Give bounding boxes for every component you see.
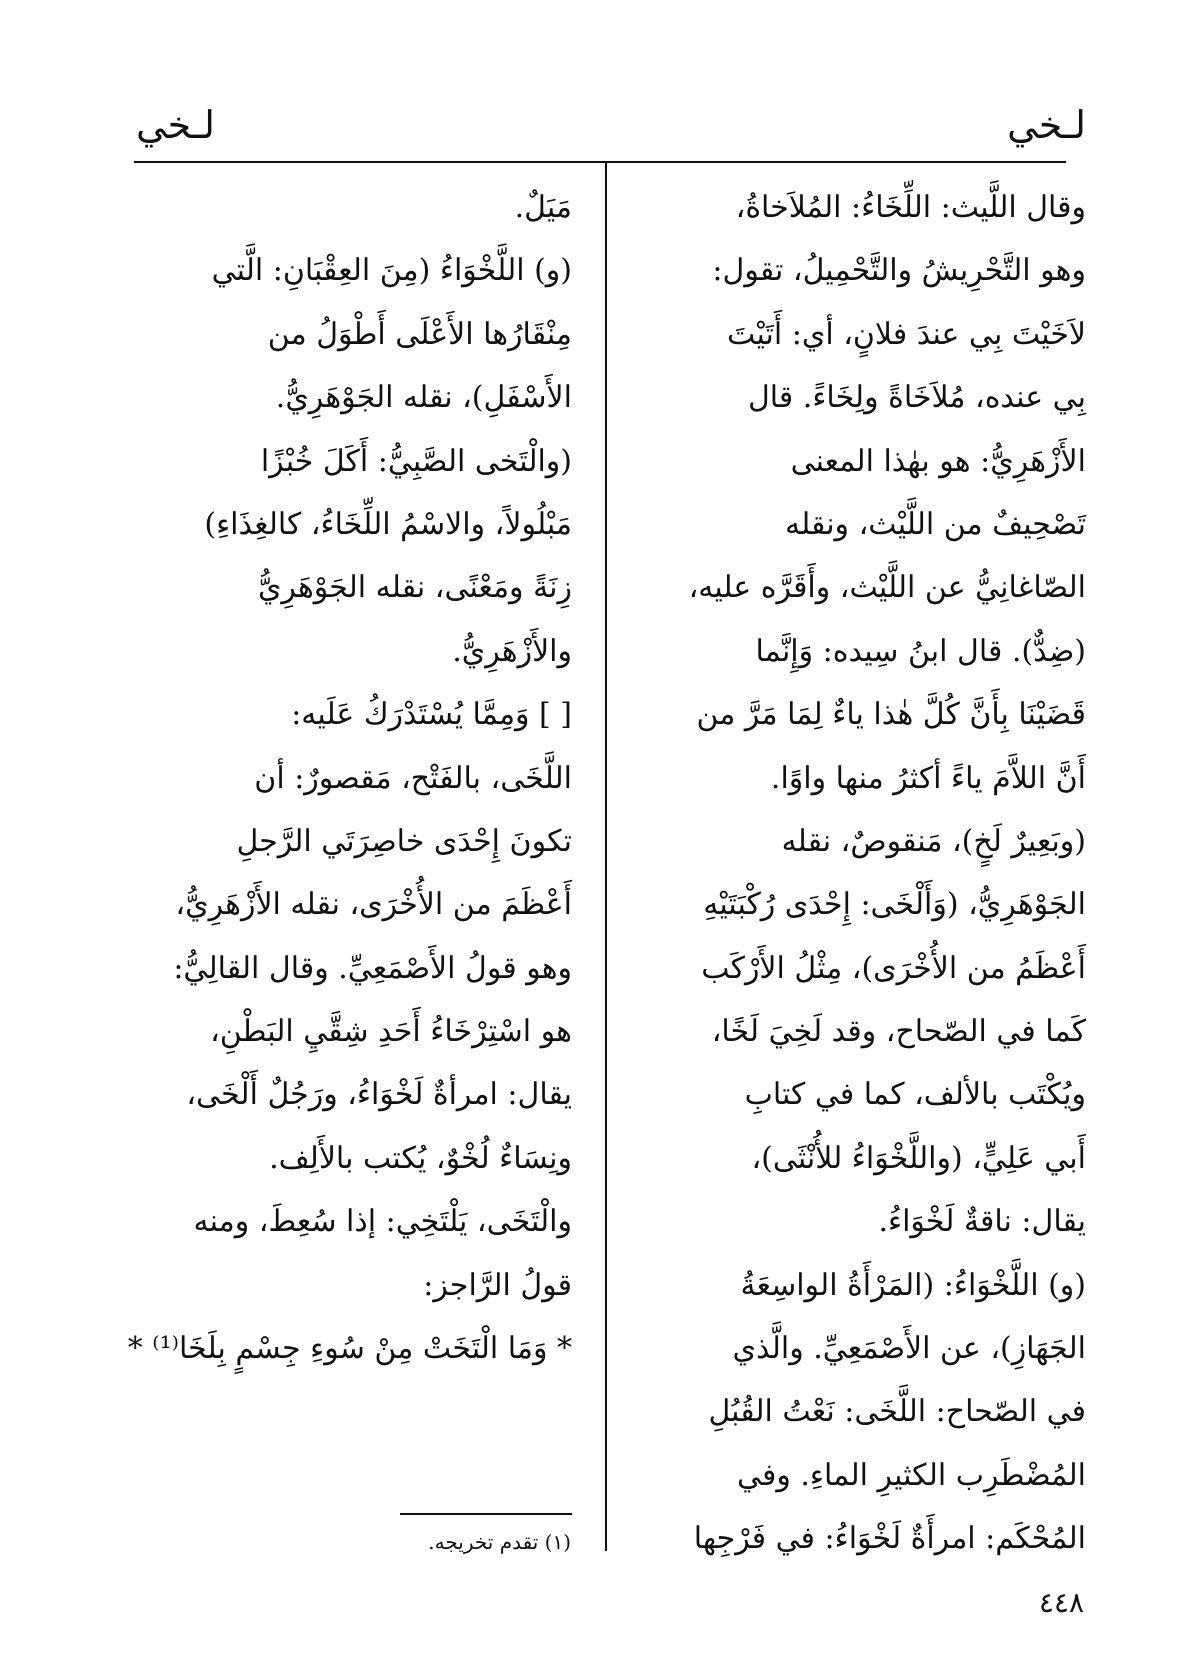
page-number: ٤٤٨ xyxy=(1038,1586,1084,1619)
text-line: أَعْظَمَ من الأُخْرَى، نقله الأَزْهَرِيُّ، xyxy=(175,887,572,923)
text-line: وقال اللَّيث: اللِّخَاءُ: المُلاَخاةُ، xyxy=(735,190,1086,225)
text-line: (ضِدٌّ). قال ابنُ سِيده: وَإِنَّما xyxy=(755,633,1086,669)
left-column xyxy=(127,176,572,1380)
text-line: (و) اللَّخْوَاءُ: (المَرْأَةُ الواسِعَةُ xyxy=(740,1267,1086,1303)
verse-line: * وَمَا الْتَخَتْ مِنْ سُوءِ جِسْمٍ بِلَخَا⁽¹⁾ * xyxy=(127,1331,572,1367)
text-line: أَبي عَلِيٍّ، (واللَّخْوَاءُ للأُنْثَى)، xyxy=(751,1140,1086,1176)
text-line: تَصْحِيفٌ من اللَّيْث، ونقله xyxy=(785,506,1086,542)
running-header-right: لـخي xyxy=(1007,103,1086,147)
text-line: الصّاغانِيُّ عن اللَّيْث، وأَقَرَّه عليه، xyxy=(688,570,1086,606)
text-line: زِنَةً ومَعْنًى، نقله الجَوْهَرِيُّ xyxy=(257,570,572,606)
text-line: (وبَعِيرٌ لَخٍ)، مَنقوصٌ، نقله xyxy=(781,823,1086,859)
text-line: أَنَّ اللاَّمَ ياءً أكثرُ منها واوًا. xyxy=(770,760,1086,796)
text-line: [ ] وَمِمَّا يُسْتَدْرَكُ عَلَيه: xyxy=(291,697,572,733)
header-rule xyxy=(134,161,1066,163)
text-line: كَما في الصّحاح، وقد لَخِيَ لَخًا، xyxy=(711,1014,1086,1050)
text-line: وهو قولُ الأَصْمَعِيِّ. وقال القالِيُّ: xyxy=(173,950,572,986)
text-line: الجَوْهَرِيُّ، (وَأَلْخَى: إِحْدَى رُكْبَتَيْهِ xyxy=(703,887,1086,923)
text-line: ويُكْتَب بالألف، كما في كتابِ xyxy=(744,1077,1086,1113)
text-line: والأَزْهَرِيُّ. xyxy=(452,633,572,669)
text-line: (والْتَخى الصَّبِيُّ: أَكَلَ خُبْزًا xyxy=(260,443,572,479)
text-line: المُحْكَم: امرأَةٌ لَخْوَاءُ: في فَرْجِها xyxy=(693,1521,1086,1557)
text-line: (و) اللَّخْوَاءُ (مِنَ العِقْبَانِ: الَّتي xyxy=(211,253,572,289)
text-line: والْتَخَى، يَلْتَخِي: إذا سُعِطَ، ومنه xyxy=(193,1204,572,1240)
text-line: يقال: ناقةٌ لَخْوَاءُ. xyxy=(878,1204,1086,1240)
text-line: أَعْظَمُ من الأُخْرَى)، مِثْلُ الأَرْكَب xyxy=(701,950,1086,986)
text-line: ونِسَاءٌ لُخْوٌ، يُكتب بالأَلِف. xyxy=(269,1140,572,1176)
text-line: مِنْقَارُها الأَعْلَى أَطْوَلُ من xyxy=(267,316,572,352)
footnote: (١) تقدم تخريجه. xyxy=(428,1530,571,1554)
text-line: المُضْطَرِب الكثيرِ الماءِ. وفي xyxy=(737,1457,1086,1493)
text-line: الأَزْهَرِيُّ: هو بهٰذا المعنى xyxy=(790,443,1086,479)
text-line: اللَّخَى، بالفَتْح، مَقصورٌ: أن xyxy=(254,760,572,796)
footnote-rule xyxy=(400,1513,572,1515)
right-column xyxy=(634,176,1086,1571)
text-line: لاَخَيْتَ بِي عندَ فلانٍ، أي: أَتَيْتَ xyxy=(727,316,1086,352)
text-line: هو اسْتِرْخَاءُ أَحَدِ شِقَّيِ البَطْنِ، xyxy=(210,1014,572,1050)
text-line: بِي عنده، مُلاَخَاةً ولِخَاءً. قال xyxy=(747,380,1086,416)
text-line: في الصّحاح: اللَّخَى: نَعْتُ القُبُلِ xyxy=(708,1394,1086,1430)
text-line: مَبْلُولاً، والاسْمُ اللِّخَاءُ، كالغِذَاءِ) xyxy=(204,506,572,542)
text-line: وهو التَّحْرِيشُ والتَّحْمِيلُ، تقول: xyxy=(712,253,1086,289)
text-line: الأَسْفَلِ)، نقله الجَوْهَرِيُّ. xyxy=(275,380,572,416)
text-line: يقال: امرأةٌ لَخْوَاءُ، ورَجُلٌ أَلْخَى، xyxy=(186,1077,572,1113)
text-line: تكونَ إِحْدَى خاصِرَتَي الرَّجلِ xyxy=(236,823,572,859)
text-line: قولُ الرَّاجز: xyxy=(423,1267,572,1303)
text-line: مَيَلٌ. xyxy=(514,190,572,225)
column-divider xyxy=(605,163,607,1551)
text-line: قَضَيْنَا بِأَنَّ كُلَّ هٰذا ياءٌ لِمَا مَرَّ من xyxy=(696,697,1086,733)
running-header-left: لـخي xyxy=(136,103,215,147)
text-line: الجَهَازِ)، عن الأَصْمَعِيِّ. والَّذي xyxy=(732,1331,1086,1367)
